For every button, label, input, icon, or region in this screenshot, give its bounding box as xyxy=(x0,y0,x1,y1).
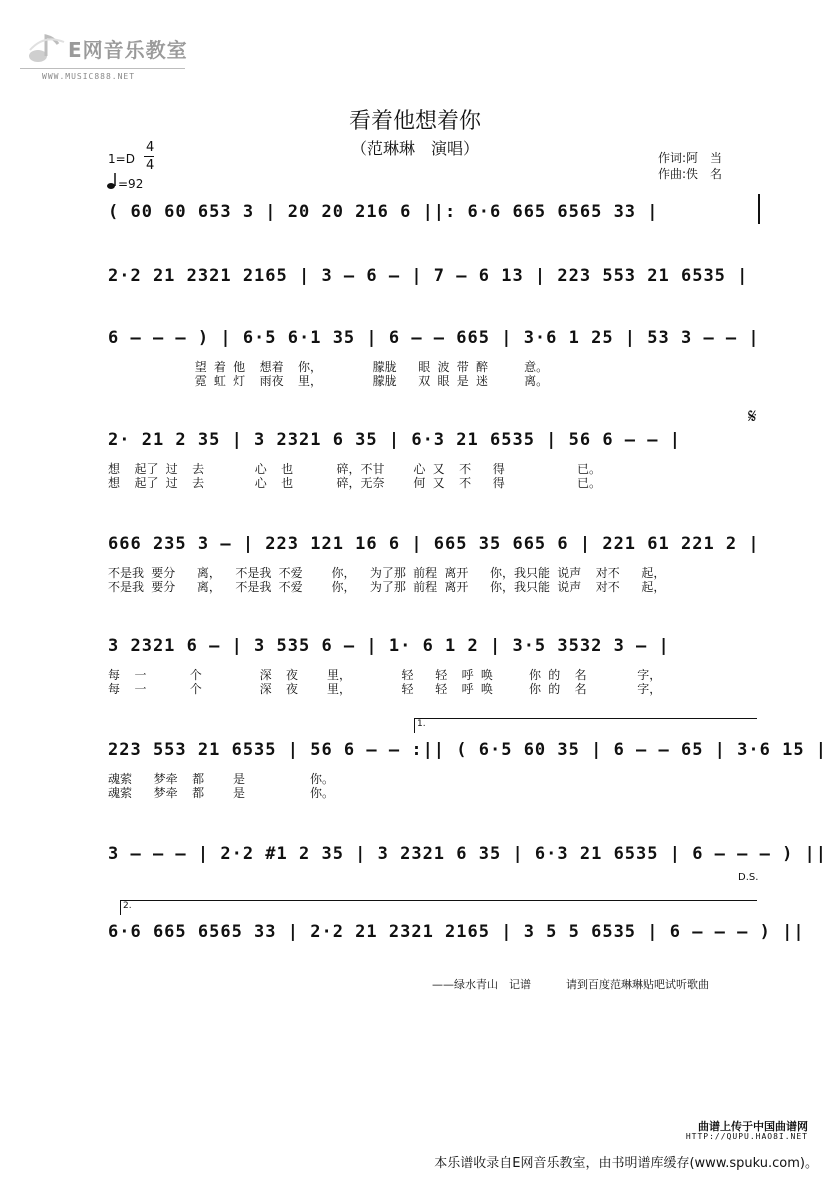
volta-2-label: 2. xyxy=(123,901,132,911)
notation-line: 2· 21 2 35 | 3 2321 6 35 | 6·3 21 6535 | 56 6 – – | xyxy=(108,430,681,450)
score-row-1 xyxy=(108,202,760,232)
notation-line: ( 60 60 653 3 | 20 20 216 6 ||: 6·6 665 6565 33 | xyxy=(108,202,659,222)
listen-note: 请到百度范琳琳贴吧试听歌曲 xyxy=(566,978,709,991)
notation-line: 2·2 21 2321 2165 | 3 – 6 – | 7 – 6 13 | 223 553 21 6535 | xyxy=(108,266,749,286)
lyricist: 作词:阿 当 xyxy=(658,151,723,165)
notation-line: 6·6 665 6565 33 | 2·2 21 2321 2165 | 3 5 5 6535 | 6 – – – ) || xyxy=(108,922,805,942)
upload-url: HTTP://QUPU.HAO8I.NET xyxy=(685,1132,808,1141)
music-note-logo-icon xyxy=(24,32,70,66)
notation-line: 223 553 21 6535 | 56 6 – – :|| ( 6·5 60 35 | 6 – – 65 | 3·6 15 | xyxy=(108,740,828,760)
score-row-7 xyxy=(108,740,828,800)
score-row-5 xyxy=(108,534,760,594)
lyrics-verse-2: 霓 虹 灯 雨夜 里， 朦胧 双 眼 是 迷 离。 xyxy=(108,374,549,388)
notation-line: 3 – – – | 2·2 #1 2 35 | 3 2321 6 35 | 6·3 21 6535 | 6 – – – ) || xyxy=(108,844,828,864)
score-row-3 xyxy=(108,328,760,388)
time-signature-bottom: 4 xyxy=(146,158,155,173)
lyrics-verse-1: 想 起了 过 去 心 也 碎，不甘 心 又 不 得 已。 xyxy=(108,462,601,476)
time-signature-top: 4 xyxy=(146,140,155,155)
upload-source: 曲谱上传于中国曲谱网 xyxy=(698,1120,808,1133)
quarter-note-icon xyxy=(106,172,118,194)
barline xyxy=(758,194,760,224)
score-row-2 xyxy=(108,266,760,296)
song-title: 看着他想着你 xyxy=(348,109,481,134)
volta-1-bracket xyxy=(414,718,757,733)
lyrics-verse-1: 望 着 他 想着 你， 朦胧 眼 波 带 醉 意。 xyxy=(108,360,549,374)
key-signature: 1=D xyxy=(108,152,135,166)
score-row-4 xyxy=(108,430,760,490)
logo-divider xyxy=(20,68,185,69)
transcriber-credit: ——绿水青山 记谱 xyxy=(432,978,531,991)
collection-source: 本乐谱收录自E网音乐教室，由书明谱库缓存(www.spuku.com)。 xyxy=(434,1156,818,1171)
lyrics-verse-1: 每 一 个 深 夜 里， 轻 轻 呼 唤 你 的 名 字， xyxy=(108,668,662,682)
volta-1-label: 1. xyxy=(417,719,426,729)
song-subtitle: （范琳琳 演唱） xyxy=(350,139,479,158)
lyrics-verse-2: 每 一 个 深 夜 里， 轻 轻 呼 唤 你 的 名 字， xyxy=(108,682,662,696)
dal-segno-marking: D.S. xyxy=(738,872,759,883)
lyrics-verse-2: 想 起了 过 去 心 也 碎，无奈 何 又 不 得 已。 xyxy=(108,476,601,490)
lyrics-verse-1: 不是我 要分 离， 不是我 不爱 你， 为了那 前程 离开 你，我只能 说声 对不 起， xyxy=(108,566,666,580)
time-signature-line xyxy=(144,156,154,157)
site-logo xyxy=(20,28,190,88)
notation-line: 6 – – – ) | 6·5 6·1 35 | 6 – – 665 | 3·6 1 25 | 53 3 – – | xyxy=(108,328,760,348)
score-row-6 xyxy=(108,636,760,696)
notation-line: 666 235 3 – | 223 121 16 6 | 665 35 665 6 | 221 61 221 2 | xyxy=(108,534,760,554)
segno-sign: 𝄋 xyxy=(748,404,757,428)
lyrics-verse-2: 魂萦 梦牵 都 是 你。 xyxy=(108,786,335,800)
tempo-marking: =92 xyxy=(118,177,144,191)
score-row-9 xyxy=(108,922,805,952)
logo-url: WWW.MUSIC888.NET xyxy=(42,72,136,81)
lyrics-verse-2: 不是我 要分 离， 不是我 不爱 你， 为了那 前程 离开 你，我只能 说声 对不 起， xyxy=(108,580,666,594)
logo-name: E网音乐教室 xyxy=(68,38,188,62)
notation-line: 3 2321 6 – | 3 535 6 – | 1· 6 1 2 | 3·5 3532 3 – | xyxy=(108,636,670,656)
composer: 作曲:佚 名 xyxy=(658,167,723,181)
volta-2-bracket xyxy=(120,900,757,915)
lyrics-verse-1: 魂萦 梦牵 都 是 你。 xyxy=(108,772,335,786)
score-row-8 xyxy=(108,844,828,874)
